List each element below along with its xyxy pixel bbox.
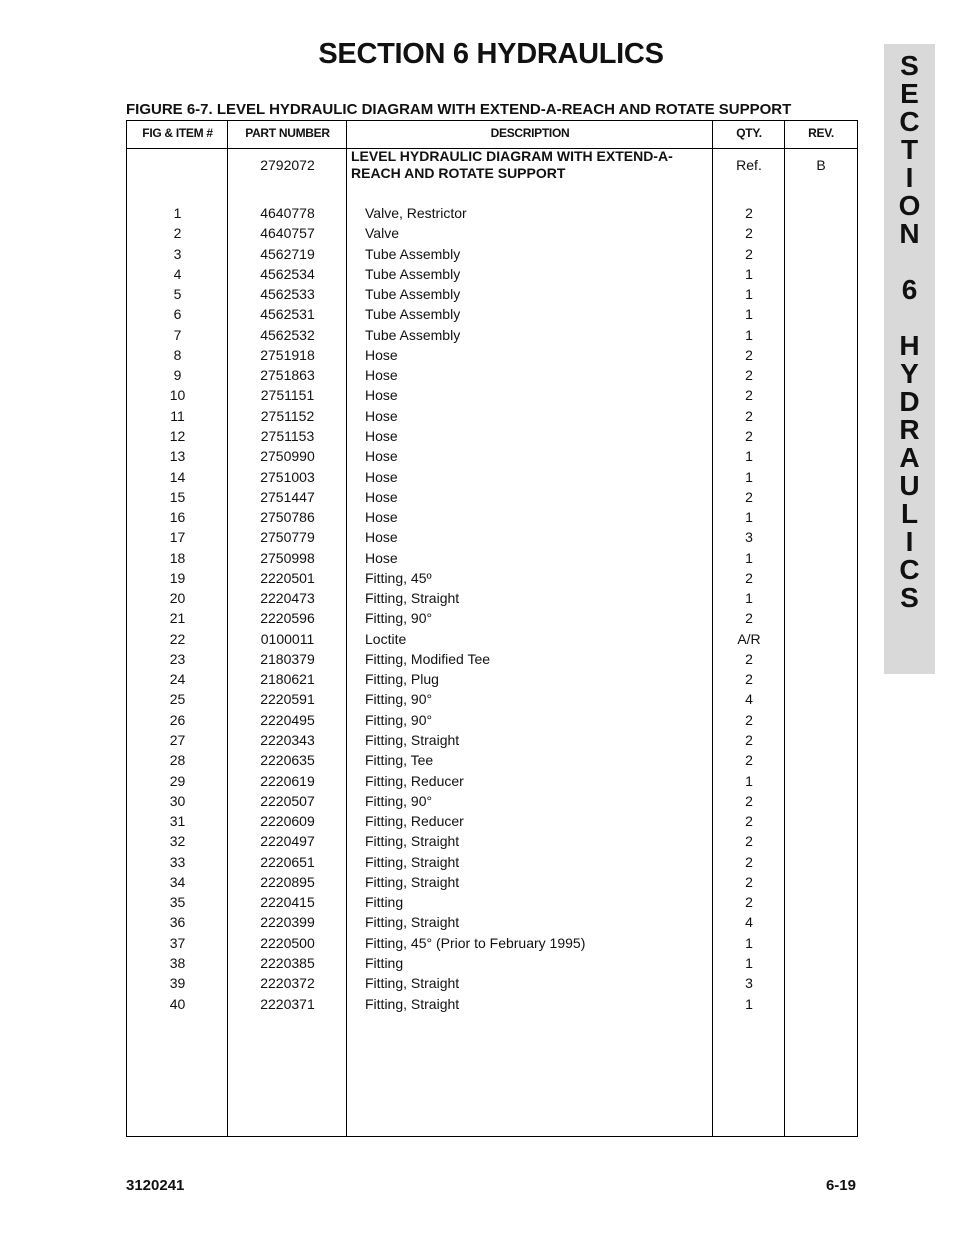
qty-cell: A/R [737,631,761,647]
section-side-tab [884,44,935,674]
qty-cell: 2 [745,671,753,687]
item-number-cell: 29 [169,773,186,789]
part-number-cell: 2220507 [260,793,315,809]
item-number-cell: 13 [169,448,186,464]
description-cell: Hose [365,367,398,383]
header-rev: REV. [808,126,834,140]
assembly-qty: Ref. [736,157,762,173]
page-number: 6-19 [825,1177,856,1194]
qty-cell: 2 [745,570,753,586]
description-cell: Hose [365,529,398,545]
qty-cell: 1 [745,327,753,343]
qty-cell: 3 [745,975,753,991]
qty-cell: 2 [745,813,753,829]
item-number-cell: 14 [169,469,186,485]
qty-cell: 2 [745,408,753,424]
qty-cell: 1 [745,306,753,322]
part-number-cell: 2180379 [260,651,315,667]
qty-cell: 1 [745,286,753,302]
side-tab-letter: U [899,470,920,501]
part-number-cell: 2220591 [260,691,315,707]
qty-cell: 2 [745,793,753,809]
item-number-cell: 24 [169,671,186,687]
part-number-cell: 2220501 [260,570,315,586]
qty-cell: 3 [745,529,753,545]
description-cell: Fitting, 90° [365,691,433,707]
item-number-cell: 37 [169,935,186,951]
part-number-cell: 2220371 [260,996,315,1012]
item-number-cell: 18 [169,550,186,566]
part-number-cell: 2220372 [260,975,315,991]
assembly-description: LEVEL HYDRAULIC DIAGRAM WITH EXTEND-A-REACH AND ROTATE SUPPORT [351,148,673,181]
qty-cell: 1 [745,550,753,566]
qty-cell: 2 [745,854,753,870]
part-number-cell: 4640757 [260,225,315,241]
part-number-cell: 2220635 [260,752,315,768]
part-number-cell: 4640778 [260,205,315,221]
description-cell: Fitting, 45° (Prior to February 1995) [365,935,586,951]
part-number-cell: 2750998 [260,550,315,566]
side-tab-letter [884,304,935,332]
section-title: SECTION 6 HYDRAULICS [318,38,664,70]
qty-cell: 4 [745,691,753,707]
header-fig-item: FIG & ITEM # [142,126,213,140]
qty-cell: 2 [745,428,753,444]
side-tab-letter: C [899,554,920,585]
description-cell: Fitting, Straight [365,833,460,849]
side-tab-letter: I [905,526,914,557]
item-number-cell: 32 [169,833,186,849]
description-cell: Hose [365,550,398,566]
side-tab-letter: A [899,442,920,473]
qty-cell: 1 [745,509,753,525]
description-cell: Valve, Restrictor [365,205,467,221]
qty-cell: 1 [745,266,753,282]
header-qty: QTY. [736,126,762,140]
item-number-cell: 19 [169,570,186,586]
part-number-cell: 2220596 [260,610,315,626]
description-cell: Fitting, Straight [365,874,460,890]
item-number-cell: 5 [173,286,182,302]
qty-cell: 1 [745,448,753,464]
parts-table [126,120,858,1137]
description-cell: Hose [365,469,398,485]
description-cell: Hose [365,347,398,363]
description-cell: Fitting [365,894,404,910]
qty-cell: 2 [745,712,753,728]
table-header-row [127,121,857,149]
description-cell: Tube Assembly [365,286,461,302]
item-number-cell: 22 [169,631,186,647]
item-number-cell: 40 [169,996,186,1012]
description-cell: Hose [365,509,398,525]
part-number-cell: 2751003 [260,469,315,485]
item-number-cell: 35 [169,894,186,910]
qty-cell: 2 [745,833,753,849]
item-number-cell: 30 [169,793,186,809]
item-number-cell: 20 [169,590,186,606]
qty-cell: 1 [745,955,753,971]
side-tab-letter [884,248,935,276]
qty-cell: 2 [745,246,753,262]
side-tab-letter: L [900,498,919,529]
side-tab-letter: S [900,582,919,613]
figure-title: FIGURE 6-7. LEVEL HYDRAULIC DIAGRAM WITH EXTEND-A-REACH AND ROTATE SUPPORT [126,101,792,118]
item-number-cell: 25 [169,691,186,707]
document-number: 3120241 [126,1177,185,1194]
item-number-cell: 9 [173,367,182,383]
description-cell: Fitting, Straight [365,590,460,606]
item-number-cell: 27 [169,732,186,748]
qty-cell: 2 [745,732,753,748]
description-cell: Hose [365,387,398,403]
description-cell: Fitting, 90° [365,793,433,809]
description-cell: Valve [365,225,399,241]
description-cell: Hose [365,489,398,505]
qty-cell: 2 [745,894,753,910]
item-number-cell: 33 [169,854,186,870]
part-number-cell: 2220497 [260,833,315,849]
description-cell: Fitting, Reducer [365,813,464,829]
assembly-part-number: 2792072 [260,157,315,173]
item-number-cell: 12 [169,428,186,444]
part-number-cell: 4562534 [260,266,315,282]
side-tab-letter: C [899,106,920,137]
header-description: DESCRIPTION [490,126,570,140]
part-number-cell: 2750990 [260,448,315,464]
assembly-rev: B [816,157,826,173]
description-cell: Loctite [365,631,407,647]
item-number-cell: 6 [173,306,182,322]
part-number-cell: 2751153 [260,428,315,444]
part-number-cell: 2220619 [260,773,315,789]
item-number-cell: 23 [169,651,186,667]
qty-cell: 4 [745,914,753,930]
item-number-cell: 26 [169,712,186,728]
item-number-cell: 7 [173,327,182,343]
part-number-cell: 2751863 [260,367,315,383]
item-number-cell: 36 [169,914,186,930]
part-number-cell: 4562531 [260,306,315,322]
side-tab-letter: N [899,218,920,249]
part-number-cell: 2750786 [260,509,315,525]
description-cell: Tube Assembly [365,327,461,343]
description-cell: Fitting, Modified Tee [365,651,491,667]
qty-cell: 2 [745,874,753,890]
item-number-cell: 28 [169,752,186,768]
side-tab-letter: Y [900,358,919,389]
side-tab-letter: 6 [901,274,918,305]
item-number-cell: 15 [169,489,186,505]
part-number-cell: 2220385 [260,955,315,971]
part-number-cell: 2220415 [260,894,315,910]
description-cell: Tube Assembly [365,266,461,282]
item-number-cell: 1 [173,205,182,221]
description-cell: Fitting, 90° [365,610,433,626]
qty-cell: 2 [745,489,753,505]
description-cell: Fitting, Straight [365,975,460,991]
part-number-cell: 4562532 [260,327,315,343]
qty-cell: 1 [745,773,753,789]
part-number-cell: 2750779 [260,529,315,545]
description-cell: Tube Assembly [365,246,461,262]
qty-cell: 2 [745,651,753,667]
qty-cell: 2 [745,367,753,383]
side-tab-letter: T [900,134,919,165]
item-number-cell: 16 [169,509,186,525]
item-number-cell: 3 [173,246,182,262]
description-cell: Fitting, Straight [365,914,460,930]
side-tab-letter: O [898,190,921,221]
part-number-cell: 4562533 [260,286,315,302]
qty-cell: 2 [745,347,753,363]
description-cell: Fitting, 90° [365,712,433,728]
qty-cell: 1 [745,996,753,1012]
qty-cell: 2 [745,610,753,626]
side-tab-letter: R [899,414,920,445]
description-cell: Hose [365,448,398,464]
part-number-cell: 2751151 [260,387,315,403]
part-number-cell: 0100011 [260,631,315,647]
description-cell: Fitting, Straight [365,996,460,1012]
qty-cell: 1 [745,590,753,606]
qty-cell: 2 [745,752,753,768]
header-part-number: PART NUMBER [245,126,330,140]
part-number-cell: 2220473 [260,590,315,606]
description-cell: Fitting, Straight [365,854,460,870]
part-number-cell: 2220500 [260,935,315,951]
item-number-cell: 8 [173,347,182,363]
part-number-cell: 2220343 [260,732,315,748]
part-number-cell: 2751918 [260,347,315,363]
part-number-cell: 2220399 [260,914,315,930]
part-number-cell: 2220895 [260,874,315,890]
description-cell: Fitting, Straight [365,732,460,748]
qty-cell: 1 [745,935,753,951]
description-cell: Hose [365,408,398,424]
item-number-cell: 10 [169,387,186,403]
description-cell: Hose [365,428,398,444]
part-number-cell: 2220651 [260,854,315,870]
item-number-cell: 38 [169,955,186,971]
side-tab-letter: S [900,50,919,81]
qty-cell: 2 [745,205,753,221]
item-number-cell: 17 [169,529,186,545]
item-number-cell: 39 [169,975,186,991]
item-number-cell: 31 [169,813,186,829]
qty-cell: 2 [745,225,753,241]
description-cell: Fitting [365,955,404,971]
item-number-cell: 11 [170,408,185,424]
side-tab-letter: D [899,386,920,417]
qty-cell: 1 [745,469,753,485]
side-tab-letter: I [905,162,914,193]
description-cell: Fitting, 45º [365,570,432,586]
description-cell: Fitting, Plug [365,671,439,687]
part-number-cell: 2220609 [260,813,315,829]
side-tab-letter: E [900,78,919,109]
side-tab-letters [884,52,935,612]
part-number-cell: 2751447 [260,489,315,505]
description-cell: Tube Assembly [365,306,461,322]
part-number-cell: 2220495 [260,712,315,728]
item-number-cell: 21 [169,610,186,626]
item-number-cell: 4 [173,266,182,282]
part-number-cell: 2751152 [260,408,315,424]
description-cell: Fitting, Tee [365,752,434,768]
part-number-cell: 4562719 [260,246,315,262]
item-number-cell: 2 [173,225,182,241]
item-number-cell: 34 [169,874,186,890]
qty-cell: 2 [745,387,753,403]
description-cell: Fitting, Reducer [365,773,464,789]
part-number-cell: 2180621 [260,671,315,687]
side-tab-letter: H [899,330,920,361]
